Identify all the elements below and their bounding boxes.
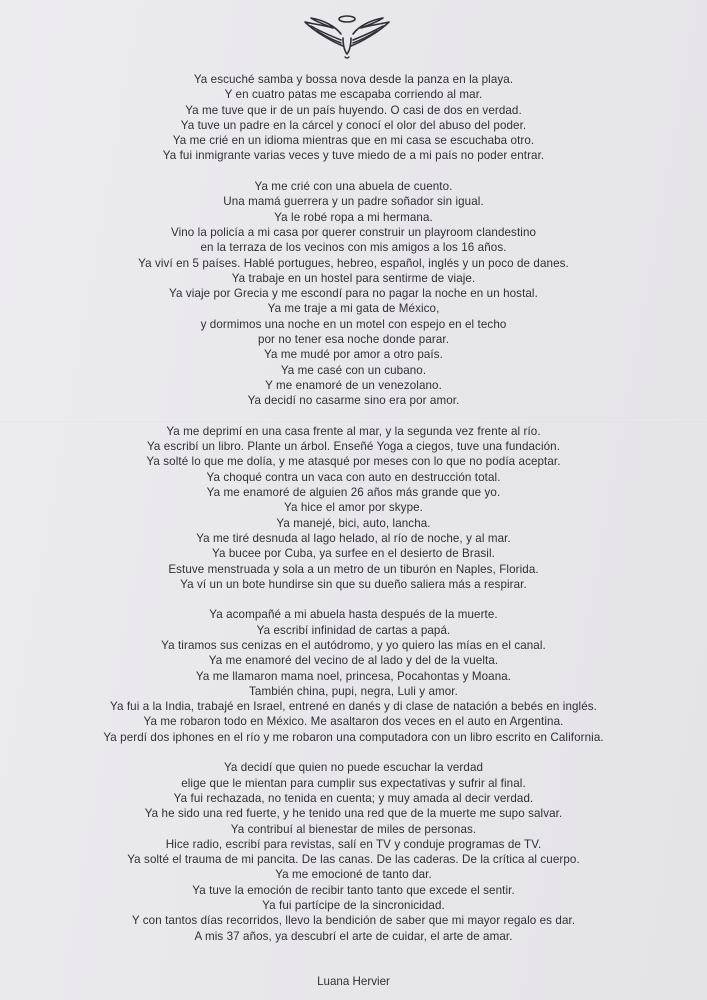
poem-line: Ya bucee por Cuba, ya surfee en el desierto de Brasil. xyxy=(212,547,495,561)
poem-body xyxy=(0,72,707,959)
poem-line: Ya perdí dos iphones en el río y me robaron una computadora con un libro escrito en California. xyxy=(103,730,604,744)
poem-line: Ya fui a la India, trabajé en Israel, entrené en danés y di clase de natación a bebés en inglés. xyxy=(110,700,597,714)
poem-line: Ya escuché samba y bossa nova desde la panza en la playa. xyxy=(193,73,514,86)
poem-line: Estuve menstruada y sola a un metro de un tiburón en Naples, Florida. xyxy=(168,562,539,576)
poem-line: Ya me enamoré del vecino de al lado y del de la vuelta. xyxy=(208,654,499,668)
poem-line: Ya me enamoré de alguien 26 años más grande que yo. xyxy=(206,486,501,500)
stanza xyxy=(0,72,707,164)
poem-line: Y con tantos días recorridos, llevo la bendición de saber que mi mayor regalo es dar. xyxy=(131,914,576,928)
poem-line: Y me enamoré de un venezolano. xyxy=(265,378,442,392)
poem-line: Ya manejé, bici, auto, lancha. xyxy=(276,516,431,530)
poem-line: Ya escribí infinidad de cartas a papá. xyxy=(256,623,451,637)
poem-line: Ya decidí que quien no puede escuchar la verdad xyxy=(223,761,484,775)
stanza xyxy=(0,760,707,944)
poem-line: Ya he sido una red fuerte, y he tenido una red que de la muerte me supo salvar. xyxy=(144,807,563,821)
author-signature: Luana Hervier xyxy=(317,975,390,988)
poem-line: Ya viaje por Grecia y me escondí para no pagar la noche en un hostal. xyxy=(169,287,538,301)
poem-line: Ya acompañé a mi abuela hasta después de la muerte. xyxy=(209,608,498,622)
poem-line: Vino la policía a mi casa por querer construir un playroom clandestino xyxy=(170,225,537,239)
poem-line: y dormimos una noche en un motel con espejo en el techo xyxy=(200,317,507,331)
poem-line: Ya me crié con una abuela de cuento. xyxy=(254,180,453,194)
poem-line: Ya tuve un padre en la cárcel y conocí el olor del abuso del poder. xyxy=(180,118,527,132)
poem-line: Y en cuatro patas me escapaba corriendo al mar. xyxy=(224,88,483,102)
poem-line: Ya me traje a mi gata de México, xyxy=(267,302,440,316)
poem-line: Ya me robaron todo en México. Me asaltaron dos veces en el auto en Argentina. xyxy=(143,715,564,729)
poem-line: Hice radio, escribí para revistas, salí en TV y conduje programas de TV. xyxy=(165,837,542,851)
poem-line: Ya me deprimí en una casa frente al mar, y la segunda vez frente al río. xyxy=(166,424,541,438)
poem-line: Una mamá guerrera y un padre soñador sin igual. xyxy=(223,195,484,209)
poem-line: Ya decidí no casarme sino era por amor. xyxy=(247,394,460,408)
poem-line: Ya solté el trauma de mi pancita. De las canas. De las caderas. De la crítica al cuerpo. xyxy=(127,853,580,867)
poem-line: Ya me tuve que ir de un país huyendo. O casi de dos en verdad. xyxy=(185,103,522,117)
poem-line: Ya me mudé por amor a otro país. xyxy=(264,348,443,362)
poem-line: Ya contribuí al bienestar de miles de personas. xyxy=(230,822,477,836)
poem-line: También china, pupi, negra, Luli y amor. xyxy=(249,684,458,698)
poem-line: Ya fui inmigrante varias veces y tuve miedo de a mi país no poder entrar. xyxy=(162,149,545,163)
poem-line: Ya ví un un bote hundirse sin que su dueño saliera más a respirar. xyxy=(180,577,527,591)
stanza xyxy=(0,607,707,745)
poem-line: Ya me emocioné de tanto dar. xyxy=(275,868,432,882)
poem-line: en la terraza de los vecinos con mis amigos a los 16 años. xyxy=(200,241,507,255)
poem-line: Ya me tiré desnuda al lago helado, al río de noche, y al mar. xyxy=(196,531,511,545)
poem-line: Ya solté lo que me dolía, y me atasqué por meses con lo que no podía aceptar. xyxy=(146,455,561,469)
stanza xyxy=(0,179,707,408)
poem-line: Ya fui rechazada, no tenida en cuenta; y muy amada al decir verdad. xyxy=(173,791,534,805)
poem-line: Ya me casé con un cubano. xyxy=(280,363,427,377)
poem-line: Ya le robé ropa a mi hermana. xyxy=(274,210,433,224)
poem-line: Ya fui partícipe de la sincronicidad. xyxy=(262,899,445,913)
poem-line: Ya trabaje en un hostel para sentirme de viaje. xyxy=(231,271,476,285)
winged-halo-logo-icon xyxy=(303,12,391,62)
poem-line: A mis 37 años, ya descubrí el arte de cuidar, el arte de amar. xyxy=(194,929,513,943)
poem-line: Ya choqué contra un vaca con auto en destrucción total. xyxy=(206,470,501,484)
poem-line: Ya hice el amor por skype. xyxy=(284,501,423,515)
poem-line: Ya me llamaron mama noel, princesa, Pocahontas y Moana. xyxy=(195,669,512,683)
poem-line: Ya tuve la emoción de recibir tanto tanto que excede el sentir. xyxy=(192,883,515,897)
poem-line: Ya escribí un libro. Plante un árbol. Enseñé Yoga a ciegos, tuve una fundación. xyxy=(146,440,561,454)
poem-line: elige que le mientan para cumplir sus expectativas y sufrir al final. xyxy=(181,776,526,790)
stanza xyxy=(0,424,707,592)
poem-line: Ya tiramos sus cenizas en el autódromo, y yo quiero las mías en el canal. xyxy=(161,638,546,652)
poem-line: por no tener esa noche donde parar. xyxy=(257,333,450,347)
poem-line: Ya viví en 5 países. Hablé portugues, hebreo, español, inglés y un poco de danes. xyxy=(138,256,569,270)
poem-line: Ya me crié en un idioma mientras que en mi casa se escuchaba otro. xyxy=(172,134,535,148)
